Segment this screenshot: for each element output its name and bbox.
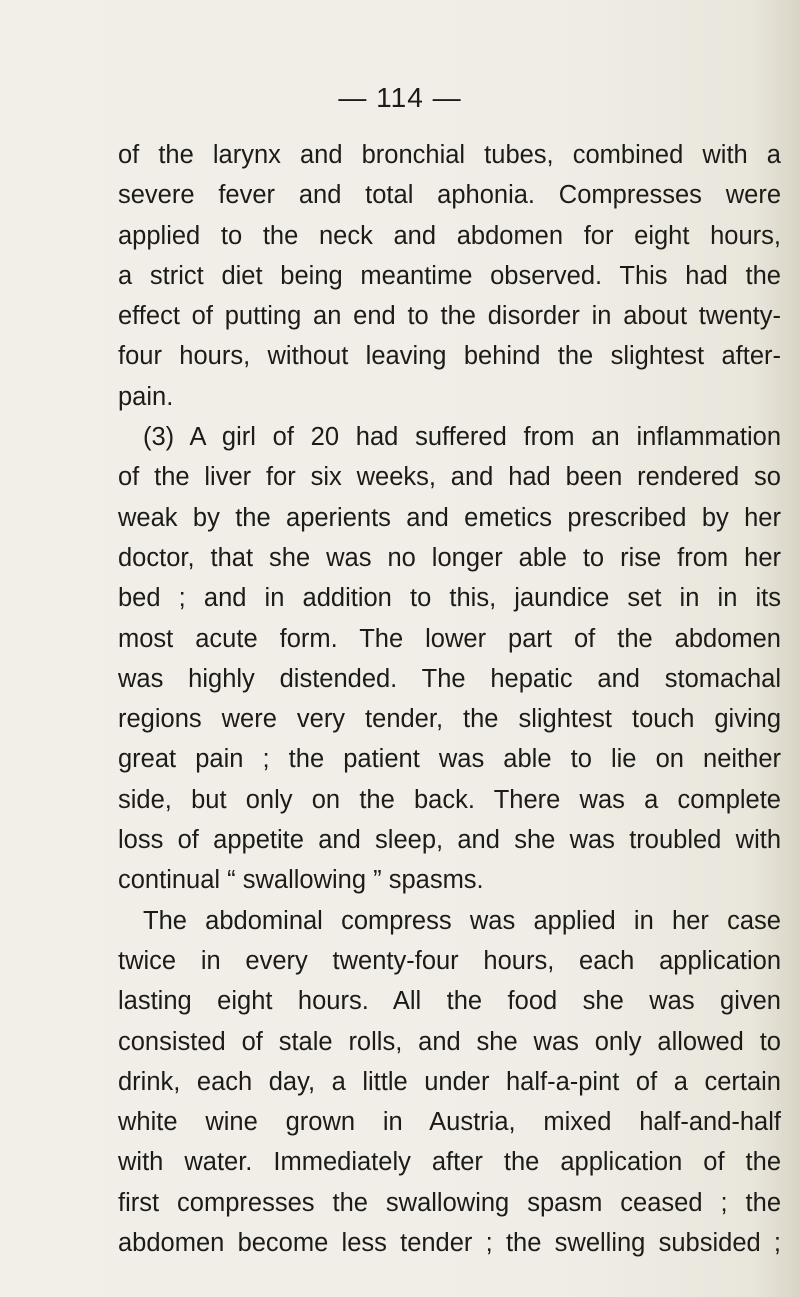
text-line: consisted of stale rolls, and she was only allowed to [118, 1027, 781, 1056]
text-line: bed ; and in addition to this, jaundice set in in its [118, 584, 781, 613]
text-line: first compresses the swallowing spasm ceased ; the [118, 1188, 781, 1217]
text-line: white wine grown in Austria, mixed half-and-half [118, 1108, 781, 1137]
text-line: abdomen become less tender ; the swelling subsided ; [118, 1229, 781, 1258]
text-line: The abdominal compress was applied in her case [143, 906, 781, 935]
text-line: drink, each day, a little under half-a-pint of a certain [118, 1067, 781, 1096]
text-line: side, but only on the back. There was a complete [118, 785, 781, 814]
text-line: was highly distended. The hepatic and stomachal [118, 664, 781, 693]
text-line: severe fever and total aphonia. Compresses were [118, 181, 781, 210]
text-line: regions were very tender, the slightest touch giving [118, 705, 781, 734]
text-line: most acute form. The lower part of the abdomen [118, 624, 781, 653]
text-line: weak by the aperients and emetics prescribed by her [118, 503, 781, 532]
text-line: doctor, that she was no longer able to rise from her [118, 543, 781, 572]
text-line: with water. Immediately after the application of the [118, 1148, 781, 1177]
text-line: continual “ swallowing ” spasms. [118, 866, 484, 895]
text-line: applied to the neck and abdomen for eight hours, [118, 221, 781, 250]
text-line: loss of appetite and sleep, and she was troubled with [118, 826, 781, 855]
text-line: a strict diet being meantime observed. This had the [118, 261, 781, 290]
text-line: of the liver for six weeks, and had been rendered so [118, 463, 781, 492]
text-line: four hours, without leaving behind the slightest after- [118, 342, 781, 371]
text-line: lasting eight hours. All the food she was given [118, 987, 781, 1016]
text-line: twice in every twenty-four hours, each application [118, 946, 781, 975]
text-line: (3) A girl of 20 had suffered from an inflammation [143, 423, 781, 452]
body-text [118, 135, 781, 1263]
text-line: pain. [118, 382, 174, 411]
text-line: effect of putting an end to the disorder in about twenty- [118, 302, 781, 331]
text-line: of the larynx and bronchial tubes, combined with a [118, 141, 781, 169]
text-line: great pain ; the patient was able to lie on neither [118, 745, 781, 774]
page-number: — 114 — [338, 82, 462, 113]
